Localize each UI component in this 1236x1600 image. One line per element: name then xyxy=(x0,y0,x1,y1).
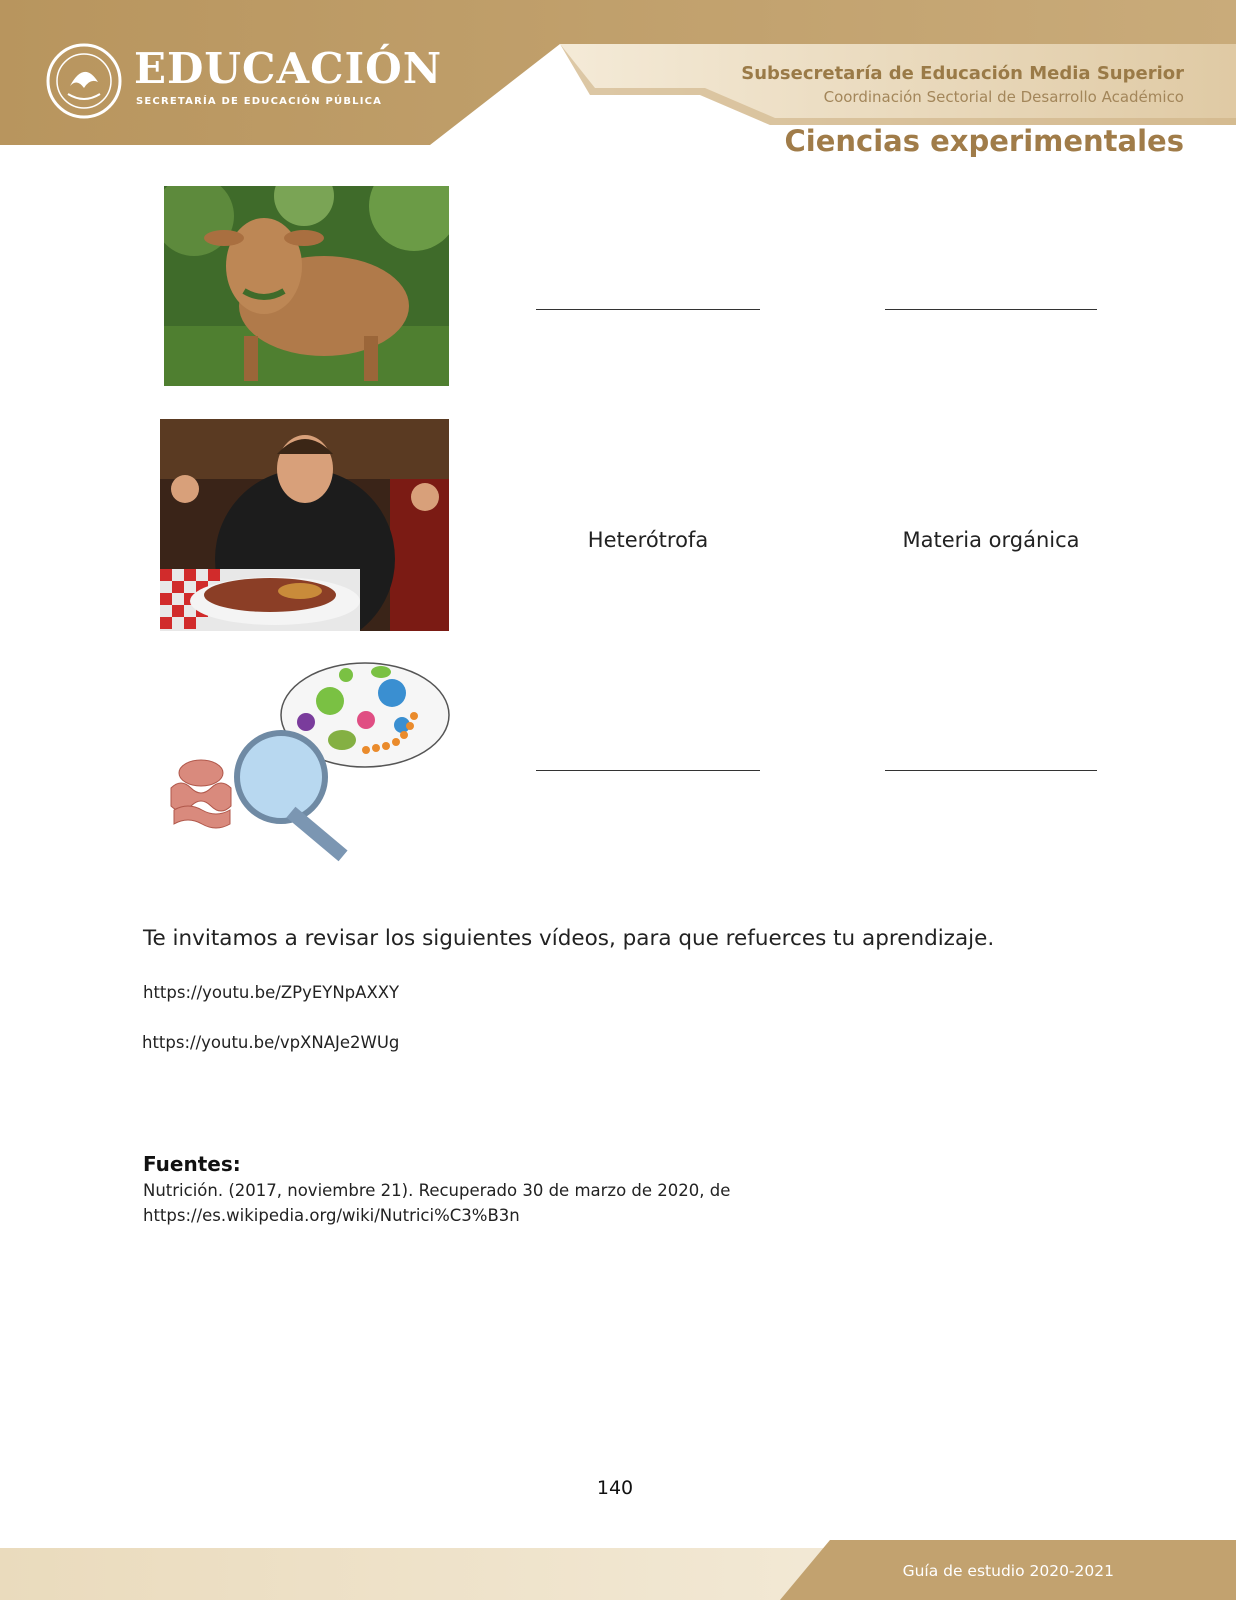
footer-text: Guía de estudio 2020-2021 xyxy=(902,1562,1114,1580)
man-eating-meal-image xyxy=(160,419,449,631)
sources-citation: Nutrición. (2017, noviembre 21). Recuperado 30 de marzo de 2020, de xyxy=(143,1181,731,1200)
coat-of-arms-seal xyxy=(44,42,124,120)
digestive-microbes-illustration xyxy=(166,660,451,862)
video-link-2[interactable]: https://youtu.be/vpXNAJe2WUg xyxy=(142,1033,400,1052)
coordinacion-subtitle: Coordinación Sectorial de Desarrollo Académico xyxy=(823,88,1184,106)
subsecretaria-title: Subsecretaría de Educación Media Superior xyxy=(741,63,1184,84)
logo-subtitle: SECRETARÍA DE EDUCACIÓN PÚBLICA xyxy=(136,96,383,107)
sources-title: Fuentes: xyxy=(143,1152,241,1176)
page-number: 140 xyxy=(596,1477,634,1499)
row1-answer1-blank[interactable] xyxy=(536,309,760,310)
row3-answer2-blank[interactable] xyxy=(885,770,1097,771)
row1-answer2-blank[interactable] xyxy=(885,309,1097,310)
video-invitation-text: Te invitamos a revisar los siguientes vídeos, para que refuerces tu aprendizaje. xyxy=(143,926,995,951)
row2-answer2: Materia orgánica xyxy=(902,528,1080,552)
video-link-1[interactable]: https://youtu.be/ZPyEYNpAXXY xyxy=(143,983,400,1002)
logo-title: EDUCACIÓN xyxy=(134,44,443,93)
row2-answer1: Heterótrofa xyxy=(587,528,709,552)
sources-url[interactable]: https://es.wikipedia.org/wiki/Nutrici%C3%B3n xyxy=(143,1206,520,1225)
row3-answer1-blank[interactable] xyxy=(536,770,760,771)
area-title: Ciencias experimentales xyxy=(784,124,1184,158)
cow-eating-grass-image xyxy=(164,186,449,386)
